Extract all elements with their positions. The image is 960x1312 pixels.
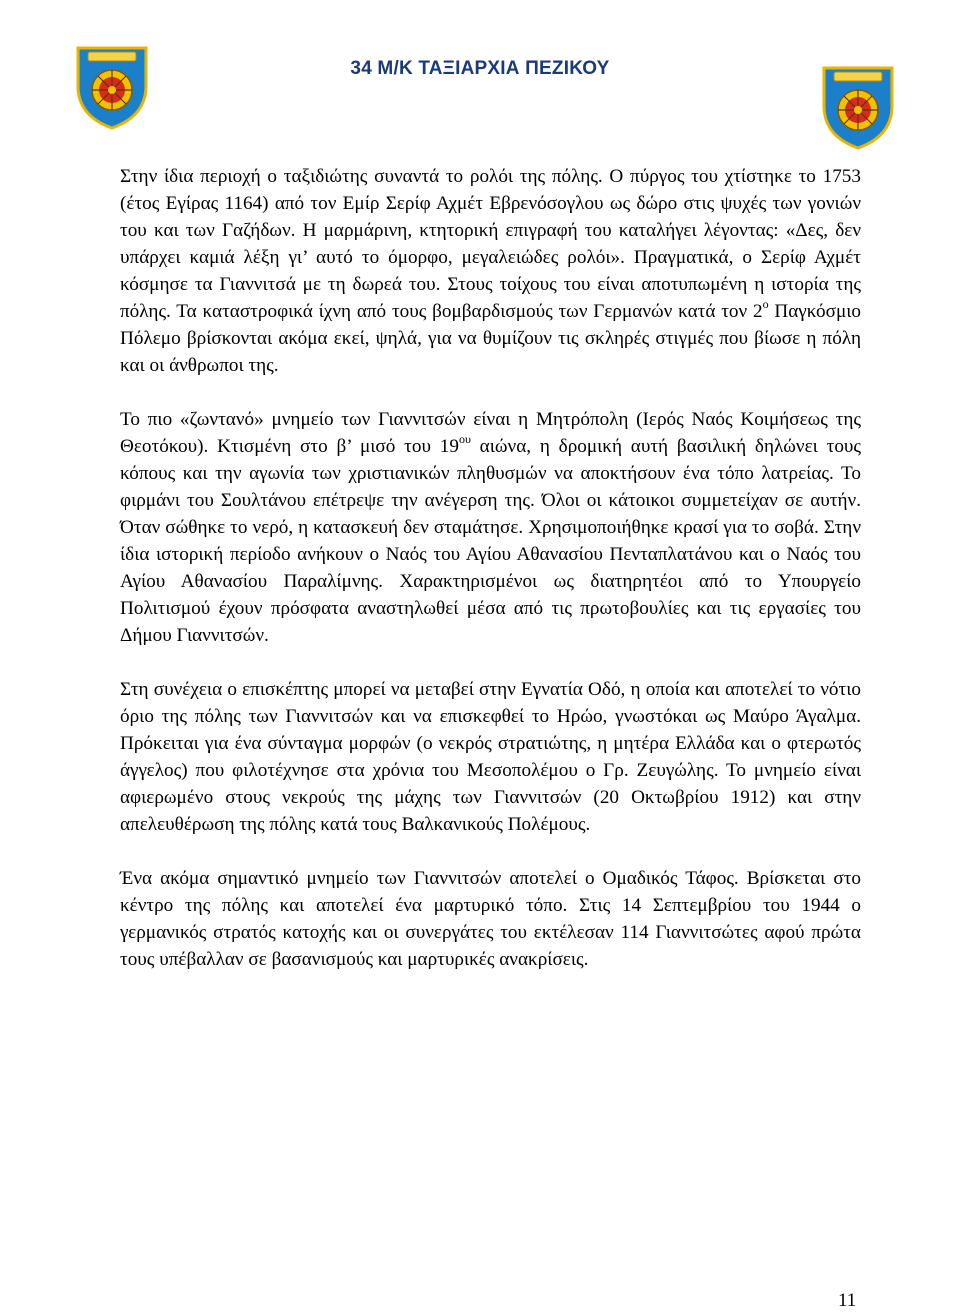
header-title: 34 Μ/Κ ΤΑΞΙΑΡΧΙΑ ΠΕΖΙΚΟΥ: [350, 58, 610, 79]
paragraph-heroon: Στη συνέχεια ο επισκέπτης μπορεί να μεταβεί στην Εγνατία Οδό, η οποία και αποτελεί το νότιο όριο της πόλης των Γιαννιτσών και να επισκεφθεί το Ηρώο, γνωστόκαι ως Μαύρο Άγαλμα. Πρόκειται για ένα σύνταγμα μορφών (ο νεκρός στρατιώτης, η μητέρα Ελλάδα και ο φτερωτός άγγελος) που φιλοτέχνησε στα χρόνια του Μεσοπολέμου ο Γρ. Ζευγώλης. Το μνημείο είναι αφιερωμένο στους νεκρούς της μάχης των Γιαννιτσών (20 Οκτωβρίου 1912) και στην απελευθέρωση της πόλης κατά τους Βαλκανικούς Πολέμους.: [120, 679, 861, 835]
paragraph-text: Στην ίδια περιοχή ο ταξιδιώτης συναντά το ρολόι της πόλης. Ο πύργος του χτίστηκε το 1753 (έτος Εγίρας 1164) από τον Εμίρ Σερίφ Αχμέτ Εβρενόσογλου ως δώρο στις ψυχές των γονιών του και των Γαζήδων. Η μαρμάρινη, κτητορική επιγραφή του καταλήγει λέγοντας: «Δες, δεν υπάρχει καμιά λέξη γι’ αυτό το όμορφο, μεγαλειώδες ρολόι». Πραγματικά, ο Σερίφ Αχμέτ κόσμησε τα Γιαννιτσά με τη δωρεά του. Στους τοίχους του είναι αποτυπωμένη η ιστορία της πόλης. Τα καταστροφικά ίχνη από τους βομβαρδισμούς των Γερμανών κατά τον 2: [120, 166, 861, 322]
brigade-crest-left-icon: [72, 40, 152, 130]
paragraph-text: Παγκόσμιο Πόλεμο βρίσκονται ακόμα εκεί, ψηλά, για να θυμίζουν τις σκληρές στιγμές που βίωσε η πόλη και οι άνθρωποι της.: [120, 301, 861, 376]
brigade-crest-right-icon: [818, 60, 898, 150]
paragraph-mass-grave: Ένα ακόμα σημαντικό μνημείο των Γιαννιτσών αποτελεί ο Ομαδικός Τάφος. Βρίσκεται στο κέντρο της πόλης και αποτελεί ένα μαρτυρικό τόπο. Στις 14 Σεπτεμβρίου του 1944 ο γερμανικός στρατός κατοχής και οι συνεργάτες του εκτέλεσαν 114 Γιαννιτσώτες αφού πρώτα τους υπέβαλλαν σε βασανισμούς και μαρτυρικές ανακρίσεις.: [120, 868, 861, 970]
page-number: 11: [838, 1290, 857, 1311]
paragraph-metropolis: [120, 406, 861, 649]
body-text: [120, 163, 861, 973]
superscript: ο: [762, 296, 769, 311]
paragraph-clock-tower: [120, 163, 861, 379]
paragraph-text: αιώνα, η δρομική αυτή βασιλική δηλώνει τους κόπους και την αγωνία των χριστιανικών πληθυσμών να αποκτήσουν ένα τόπο λατρείας. Το φιρμάνι του Σουλτάνου επέτρεψε την ανέγερση της. Όλοι οι κάτοικοι συμμετείχαν σε αυτήν. Όταν σώθηκε το νερό, η κατασκευή δεν σταμάτησε. Χρησιμοποιήθηκε κρασί για το σοβά. Στην ίδια ιστορική περίοδο ανήκουν ο Ναός του Αγίου Αθανασίου Πενταπλατάνου και ο Ναός του Αγίου Αθανασίου Παραλίμνης. Χαρακτηρισμένοι ως διατηρητέοι από το Υπουργείο Πολιτισμού έχουν πρόσφατα αναστηλωθεί μέσα από τις πρωτοβουλίες και τις εργασίες του Δήμου Γιαννιτσών.: [120, 436, 862, 646]
superscript: ου: [458, 431, 471, 446]
paragraph-text: Το πιο «ζωντανό» μνημείο των Γιαννιτσών είναι η Μητρόπολη (Ιερός Ναός Κοιμήσεως της Θεοτόκου). Κτισμένη στο β’ μισό του 19: [120, 409, 861, 457]
